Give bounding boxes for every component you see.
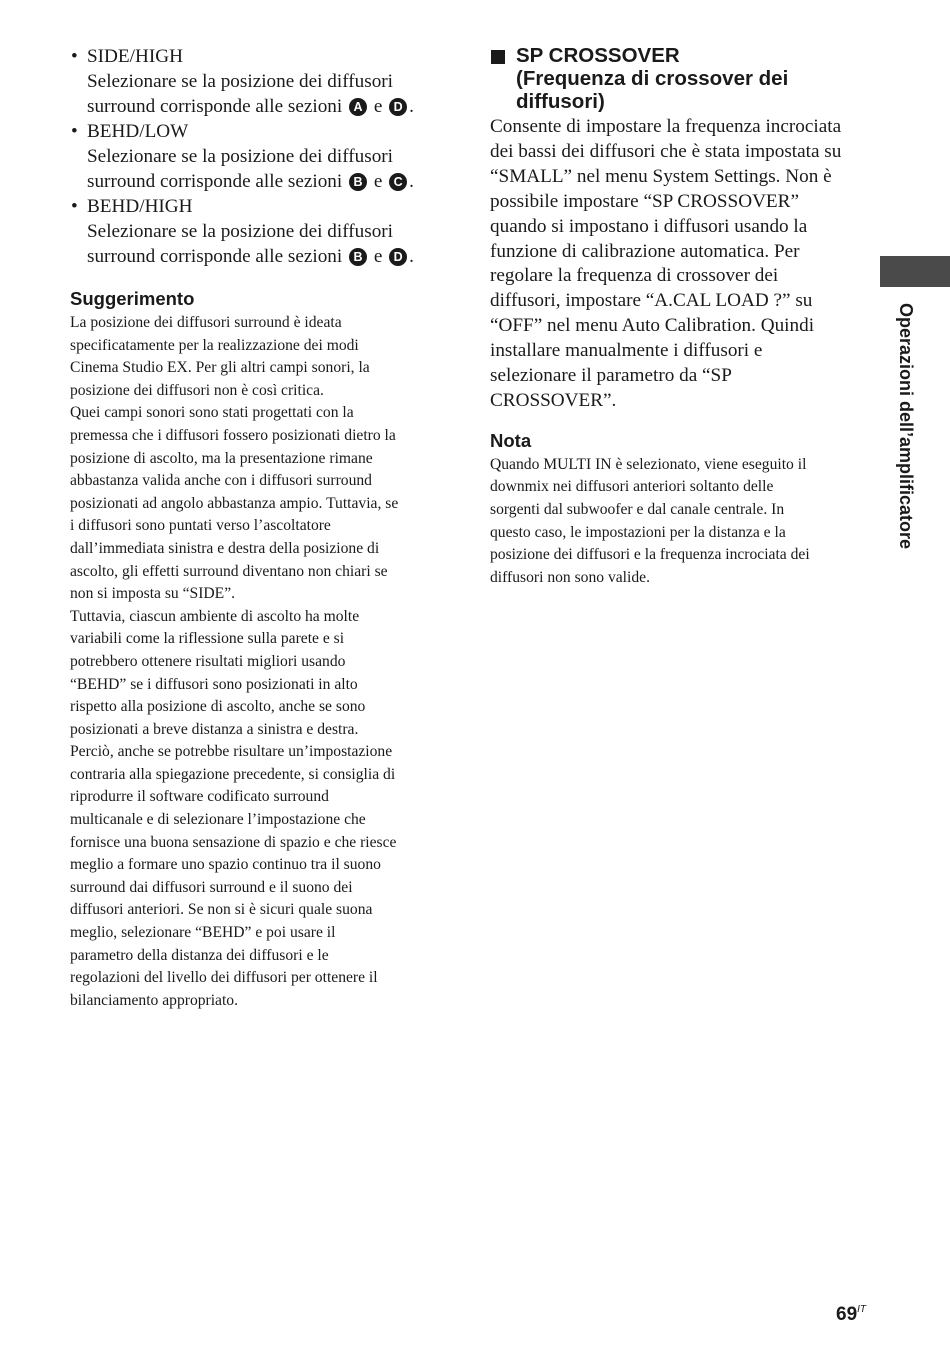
section-body-line: installare manualmente i diffusori e: [490, 340, 763, 362]
tip-line: La posizione dei diffusori surround è ideata: [70, 314, 342, 331]
note-heading: Nota: [490, 429, 532, 451]
option-side-high: [70, 44, 450, 119]
tip-line: variabili come la riflessione sulla parete e si: [70, 630, 345, 648]
tip-line: potrebbero ottenere risultati migliori usando: [70, 652, 346, 670]
section-body-line: “SMALL” nel menu System Settings. Non è: [490, 165, 832, 187]
option-sections-line: [87, 244, 450, 269]
tip-line: Quei campi sonori sono stati progettati con la: [70, 404, 354, 422]
note-line: Quando MULTI IN è selezionato, viene eseguito il: [490, 455, 807, 473]
section-body: [490, 115, 868, 414]
tip-line: posizionati a breve distanza a sinistra e destra.: [70, 720, 359, 738]
option-behd-low: [70, 119, 450, 194]
left-column: [70, 44, 450, 1012]
tip-line: regolazioni del livello dei diffusori per ottenere il: [70, 969, 378, 987]
tip-line: bilanciamento appropriato.: [70, 991, 239, 1009]
section-title-line: (Frequenza di crossover dei: [516, 67, 789, 90]
tip-line: surround dai diffusori surround e il suono dei: [70, 878, 353, 896]
section-b-icon: B: [349, 173, 367, 191]
section-body-line: diffusori, impostare “A.CAL LOAD ?” su: [490, 290, 813, 312]
section-body-line: quando si impostano i diffusori usando la: [490, 215, 808, 237]
conjunction: e: [373, 96, 383, 117]
section-title: [490, 44, 868, 113]
tip-line: multicanale e di selezionare l’impostazione che: [70, 811, 366, 829]
period: .: [409, 246, 414, 267]
chapter-tab-marker: [880, 256, 950, 287]
tip-line: ascolto, gli effetti surround diventano non chiari se: [70, 562, 388, 580]
section-d-icon: D: [389, 98, 407, 116]
section-c-icon: C: [389, 173, 407, 191]
tip-heading: Suggerimento: [70, 288, 195, 309]
section-body-line: Consente di impostare la frequenza incrociata: [490, 116, 842, 137]
square-bullet-icon: [491, 50, 505, 64]
tip-line: riprodurre il software codificato surround: [70, 788, 329, 806]
option-behd-high: [70, 194, 450, 269]
section-b-icon: B: [349, 248, 367, 266]
tip-line: posizione dei diffusori non è così critica.: [70, 381, 324, 399]
tip-line: abbastanza valida anche con i diffusori surround: [70, 472, 372, 490]
section-body-line: funzione di calibrazione automatica. Per: [490, 240, 800, 262]
tip-line: Perciò, anche se potrebbe risultare un’impostazione: [70, 743, 393, 761]
section-d-icon: D: [389, 248, 407, 266]
period: .: [409, 96, 414, 117]
tip-line: Tuttavia, ciascun ambiente di ascolto ha molte: [70, 607, 360, 625]
section-body-line: dei bassi dei diffusori che è stata impostata su: [490, 140, 842, 162]
option-title: • BEHD/HIGH: [87, 196, 193, 217]
right-column: [490, 44, 868, 589]
period: .: [409, 171, 414, 192]
section-body-line: “OFF” nel menu Auto Calibration. Quindi: [490, 315, 815, 337]
speaker-position-options: [70, 44, 450, 269]
note-text: [490, 454, 868, 590]
sections-text: surround corrisponde alle sezioni: [87, 246, 343, 267]
option-description: Selezionare se la posizione dei diffusori: [87, 146, 394, 167]
note-line: diffusori non sono valide.: [490, 568, 650, 586]
page-language-suffix: IT: [857, 1304, 867, 1315]
tip-line: posizione di ascolto, ma la presentazione rimane: [70, 449, 373, 467]
tip-line: meglio a formare uno spazio continuo tra il suono: [70, 856, 381, 874]
tip-line: contraria alla spiegazione precedente, si consiglia di: [70, 765, 396, 783]
tip-line: posizionati ad angolo abbastanza ampio. Tuttavia, se: [70, 494, 399, 512]
note-line: posizione dei diffusori e la frequenza incrociata dei: [490, 546, 810, 564]
sections-text: surround corrisponde alle sezioni: [87, 171, 343, 192]
section-body-line: regolare la frequenza di crossover dei: [490, 265, 779, 287]
tip-line: diffusori anteriori. Se non si è sicuri quale suona: [70, 901, 373, 919]
tip-line: “BEHD” se i diffusori sono posizionati in alto: [70, 675, 358, 693]
note-line: downmix nei diffusori anteriori soltanto delle: [490, 478, 774, 496]
tip-line: non si imposta su “SIDE”.: [70, 585, 236, 603]
option-description: Selezionare se la posizione dei diffusori: [87, 221, 394, 242]
tip-line: Cinema Studio EX. Per gli altri campi sonori, la: [70, 359, 370, 377]
tip-line: rispetto alla posizione di ascolto, anche se sono: [70, 698, 366, 716]
note-line: sorgenti dal subwoofer e dal canale centrale. In: [490, 501, 785, 519]
option-title: • SIDE/HIGH: [87, 46, 183, 67]
section-body-line: possibile impostare “SP CROSSOVER”: [490, 190, 799, 212]
option-description: Selezionare se la posizione dei diffusori: [87, 71, 394, 92]
page-number: [836, 1304, 866, 1326]
tip-line: i diffusori sono puntati verso l’ascoltatore: [70, 517, 331, 535]
section-a-icon: A: [349, 98, 367, 116]
chapter-tab-label: Operazioni dell’amplificatore: [896, 303, 916, 550]
tip-line: specificatamente per la realizzazione dei modi: [70, 336, 359, 354]
option-sections-line: [87, 94, 450, 119]
section-title-line: SP CROSSOVER: [516, 44, 680, 67]
tip-line: meglio, selezionare “BEHD” e poi usare il: [70, 924, 336, 942]
page-number-value: 69: [836, 1304, 858, 1325]
tip-line: dall’immediata sinistra e destra della posizione di: [70, 539, 380, 557]
section-body-line: CROSSOVER”.: [490, 389, 617, 411]
section-body-line: selezionare il parametro da “SP: [490, 365, 732, 387]
option-title: • BEHD/LOW: [87, 121, 189, 142]
tip-line: premessa che i diffusori fossero posizionati dietro la: [70, 426, 396, 444]
tip-line: parametro della distanza dei diffusori e le: [70, 946, 329, 964]
conjunction: e: [373, 171, 383, 192]
note-line: questo caso, le impostazioni per la distanza e la: [490, 523, 786, 541]
sections-text: surround corrisponde alle sezioni: [87, 96, 343, 117]
tip-line: fornisce una buona sensazione di spazio e che riesce: [70, 833, 397, 851]
conjunction: e: [373, 246, 383, 267]
section-title-line: diffusori): [516, 90, 605, 113]
option-sections-line: [87, 169, 450, 194]
tip-text: [70, 312, 450, 1012]
